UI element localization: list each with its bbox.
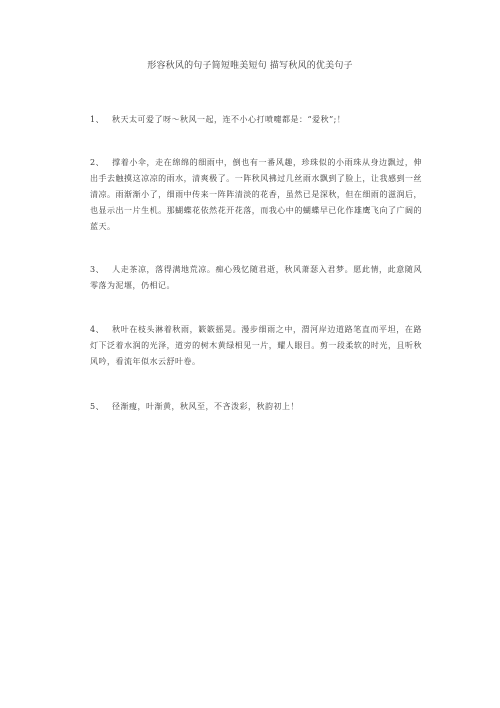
- list-item: [90, 155, 422, 235]
- list-item: [90, 399, 422, 415]
- list-item: [90, 112, 422, 128]
- item-number: 3、: [90, 265, 105, 274]
- item-text: 撑着小伞，走在绵绵的细雨中，倒也有一番风趣，珍珠似的小雨珠从身边飘过，伸出手去触摸这凉凉的雨水，清爽极了。一阵秋风拂过几丝雨水飘到了脸上，让我感到一丝清凉。雨渐渐小了，细雨中传来一阵阵清淡的花香，虽然已是深秋，但在细雨的滋润后，也显示出一片生机。那蝴蝶花依然花开花落，而我心中的蝴蝶早已化作雄鹰飞向了广阔的蓝天。: [90, 158, 422, 231]
- item-number: 4、: [90, 325, 105, 334]
- item-text: 径渐瘦，叶渐黄，秋风至，不吝泼彩，秋韵初上！: [112, 402, 299, 411]
- item-number: 2、: [90, 158, 105, 167]
- list-item: [90, 262, 422, 294]
- document-title: 形容秋风的句子简短唯美短句 描写秋风的优美句子: [147, 61, 353, 71]
- list-item: [90, 322, 422, 370]
- item-text: 人走茶凉，落得满地荒凉。痴心残忆随君逝，秋风萧瑟入君梦。愿此情，此意随风零落为泥堰，仍相记。: [90, 265, 422, 290]
- item-number: 1、: [90, 115, 105, 124]
- item-number: 5、: [90, 402, 105, 411]
- item-text: 秋天太可爱了呀～秋风一起，连不小心打喷嚏都是：“爱秋”;！: [112, 115, 346, 124]
- item-text: 秋叶在枝头淋着秋雨，簌簌摇晃。漫步细雨之中，渭河岸边道路笔直而平坦，在路灯下泛着水润的光泽，道旁的树木黄绿相见一片，耀人眼目。剪一段柔软的时光，且听秋风吟，看流年似水云舒叶卷。: [90, 325, 422, 366]
